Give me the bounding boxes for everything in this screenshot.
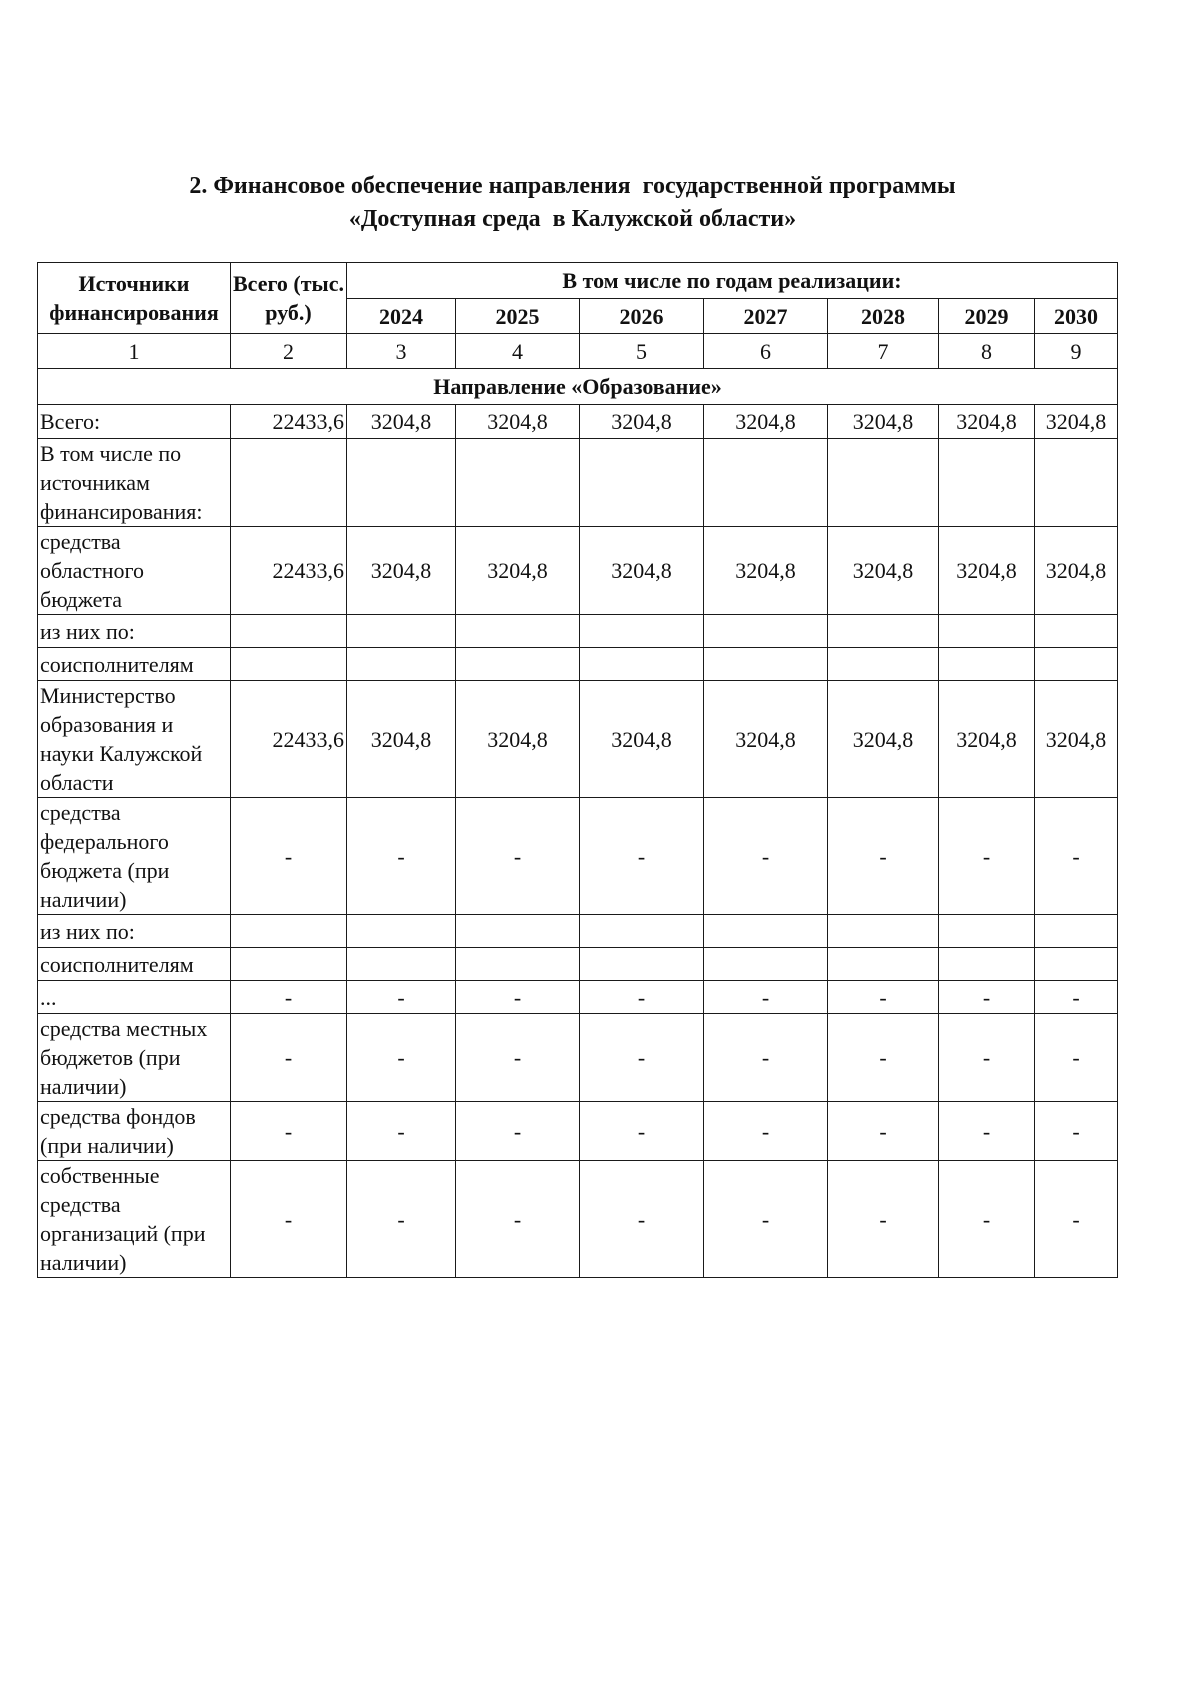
- row-year-value: 3204,8: [939, 527, 1035, 615]
- row-year-value: 3204,8: [580, 405, 704, 439]
- table-row: [38, 915, 1118, 948]
- row-year-value: 3204,8: [828, 681, 939, 798]
- row-year-value: -: [580, 1014, 704, 1102]
- header-year: 2029: [939, 299, 1035, 334]
- row-year-value: -: [347, 1161, 456, 1278]
- column-number: 4: [456, 334, 580, 369]
- row-year-value: -: [828, 1014, 939, 1102]
- row-year-value: -: [828, 1102, 939, 1161]
- row-year-value: [347, 615, 456, 648]
- row-year-value: -: [456, 981, 580, 1014]
- row-year-value: [580, 648, 704, 681]
- row-year-value: 3204,8: [347, 681, 456, 798]
- row-year-value: [828, 915, 939, 948]
- row-year-value: -: [939, 1102, 1035, 1161]
- column-number: 6: [704, 334, 828, 369]
- row-total: -: [231, 798, 347, 915]
- row-year-value: 3204,8: [1035, 527, 1118, 615]
- table-row: [38, 405, 1118, 439]
- row-year-value: [580, 615, 704, 648]
- row-label: средства областного бюджета: [38, 527, 231, 615]
- row-year-value: -: [456, 1102, 580, 1161]
- title-line-1: 2. Финансовое обеспечение направления государственной программы: [189, 173, 956, 199]
- row-year-value: 3204,8: [828, 405, 939, 439]
- row-year-value: -: [456, 798, 580, 915]
- row-year-value: [347, 439, 456, 527]
- row-year-value: 3204,8: [1035, 405, 1118, 439]
- table-row: [38, 1161, 1118, 1278]
- row-year-value: [456, 948, 580, 981]
- row-year-value: [939, 615, 1035, 648]
- row-year-value: -: [939, 1014, 1035, 1102]
- row-year-value: [704, 439, 828, 527]
- table-row: [38, 798, 1118, 915]
- header-year: 2026: [580, 299, 704, 334]
- row-year-value: -: [939, 1161, 1035, 1278]
- row-year-value: 3204,8: [939, 405, 1035, 439]
- row-year-value: 3204,8: [704, 527, 828, 615]
- row-year-value: 3204,8: [580, 527, 704, 615]
- row-year-value: 3204,8: [456, 527, 580, 615]
- column-number: 8: [939, 334, 1035, 369]
- row-year-value: -: [347, 1014, 456, 1102]
- table-row: [38, 648, 1118, 681]
- row-total: -: [231, 1102, 347, 1161]
- column-number: 3: [347, 334, 456, 369]
- row-year-value: -: [1035, 981, 1118, 1014]
- row-year-value: -: [1035, 1014, 1118, 1102]
- row-year-value: -: [580, 981, 704, 1014]
- row-year-value: [939, 439, 1035, 527]
- row-year-value: 3204,8: [456, 405, 580, 439]
- row-label: собственные средства организаций (при наличии): [38, 1161, 231, 1278]
- row-year-value: -: [828, 981, 939, 1014]
- table-row: [38, 681, 1118, 798]
- row-year-value: 3204,8: [456, 681, 580, 798]
- row-year-value: -: [1035, 1102, 1118, 1161]
- row-year-value: -: [347, 981, 456, 1014]
- header-row: [38, 263, 1118, 299]
- row-year-value: [704, 615, 828, 648]
- row-total: [231, 648, 347, 681]
- row-label: В том числе по источникам финансирования:: [38, 439, 231, 527]
- row-total: [231, 615, 347, 648]
- row-year-value: [1035, 948, 1118, 981]
- row-year-value: [456, 915, 580, 948]
- row-year-value: -: [704, 1014, 828, 1102]
- row-total: [231, 439, 347, 527]
- row-year-value: [939, 915, 1035, 948]
- row-year-value: [828, 615, 939, 648]
- row-year-value: [1035, 439, 1118, 527]
- section-title: Направление «Образование»: [38, 369, 1118, 405]
- header-year: 2027: [704, 299, 828, 334]
- row-year-value: [828, 948, 939, 981]
- row-year-value: -: [456, 1014, 580, 1102]
- row-year-value: -: [580, 1161, 704, 1278]
- column-number: 5: [580, 334, 704, 369]
- row-year-value: 3204,8: [828, 527, 939, 615]
- row-label: соисполнителям: [38, 648, 231, 681]
- row-year-value: 3204,8: [704, 405, 828, 439]
- row-year-value: -: [704, 798, 828, 915]
- header-year: 2024: [347, 299, 456, 334]
- row-label: Министерство образования и науки Калужской области: [38, 681, 231, 798]
- row-year-value: [828, 439, 939, 527]
- row-year-value: -: [347, 798, 456, 915]
- row-label: ...: [38, 981, 231, 1014]
- financing-table: [37, 262, 1118, 1278]
- section-row: [38, 369, 1118, 405]
- row-year-value: [704, 915, 828, 948]
- row-year-value: -: [580, 1102, 704, 1161]
- row-year-value: 3204,8: [1035, 681, 1118, 798]
- row-year-value: [704, 648, 828, 681]
- table-row: [38, 948, 1118, 981]
- row-total: [231, 915, 347, 948]
- table-row: [38, 1014, 1118, 1102]
- row-total: 22433,6: [231, 527, 347, 615]
- column-number: 2: [231, 334, 347, 369]
- row-year-value: [939, 948, 1035, 981]
- row-label: средства местных бюджетов (при наличии): [38, 1014, 231, 1102]
- row-label: соисполнителям: [38, 948, 231, 981]
- row-year-value: [580, 948, 704, 981]
- row-total: -: [231, 981, 347, 1014]
- row-year-value: -: [939, 798, 1035, 915]
- row-year-value: [347, 648, 456, 681]
- title-line-2: «Доступная среда в Калужской области»: [348, 206, 797, 232]
- row-year-value: -: [456, 1161, 580, 1278]
- row-year-value: -: [580, 798, 704, 915]
- row-year-value: 3204,8: [704, 681, 828, 798]
- row-total: -: [231, 1014, 347, 1102]
- header-year: 2028: [828, 299, 939, 334]
- row-year-value: [1035, 615, 1118, 648]
- row-year-value: -: [1035, 1161, 1118, 1278]
- column-number: 7: [828, 334, 939, 369]
- row-year-value: 3204,8: [347, 405, 456, 439]
- row-label: из них по:: [38, 915, 231, 948]
- row-total: -: [231, 1161, 347, 1278]
- row-year-value: -: [828, 1161, 939, 1278]
- row-year-value: -: [347, 1102, 456, 1161]
- row-year-value: -: [1035, 798, 1118, 915]
- table-row: [38, 615, 1118, 648]
- row-year-value: -: [939, 981, 1035, 1014]
- table-row: [38, 981, 1118, 1014]
- row-year-value: [704, 948, 828, 981]
- header-sources: Источники финансирования: [38, 263, 231, 334]
- row-year-value: [456, 439, 580, 527]
- header-years-caption: В том числе по годам реализации:: [347, 263, 1118, 299]
- column-number: 9: [1035, 334, 1118, 369]
- row-year-value: [347, 948, 456, 981]
- row-year-value: 3204,8: [347, 527, 456, 615]
- header-year: 2030: [1035, 299, 1118, 334]
- row-year-value: [580, 915, 704, 948]
- column-number: 1: [38, 334, 231, 369]
- header-total: Всего (тыс. руб.): [231, 263, 347, 334]
- row-year-value: [1035, 915, 1118, 948]
- row-year-value: [1035, 648, 1118, 681]
- table-row: [38, 527, 1118, 615]
- row-year-value: -: [828, 798, 939, 915]
- row-year-value: -: [704, 1102, 828, 1161]
- row-label: средства фондов (при наличии): [38, 1102, 231, 1161]
- row-total: [231, 948, 347, 981]
- row-year-value: [456, 648, 580, 681]
- row-year-value: [456, 615, 580, 648]
- header-year: 2025: [456, 299, 580, 334]
- row-label: Всего:: [38, 405, 231, 439]
- row-total: 22433,6: [231, 681, 347, 798]
- column-number-row: [38, 334, 1118, 369]
- table-row: [38, 439, 1118, 527]
- row-year-value: -: [704, 1161, 828, 1278]
- row-year-value: 3204,8: [580, 681, 704, 798]
- row-year-value: -: [704, 981, 828, 1014]
- row-year-value: [828, 648, 939, 681]
- row-year-value: 3204,8: [939, 681, 1035, 798]
- row-year-value: [580, 439, 704, 527]
- page-title: [0, 170, 1145, 236]
- row-year-value: [347, 915, 456, 948]
- row-label: средства федерального бюджета (при наличии): [38, 798, 231, 915]
- row-year-value: [939, 648, 1035, 681]
- row-total: 22433,6: [231, 405, 347, 439]
- row-label: из них по:: [38, 615, 231, 648]
- table-row: [38, 1102, 1118, 1161]
